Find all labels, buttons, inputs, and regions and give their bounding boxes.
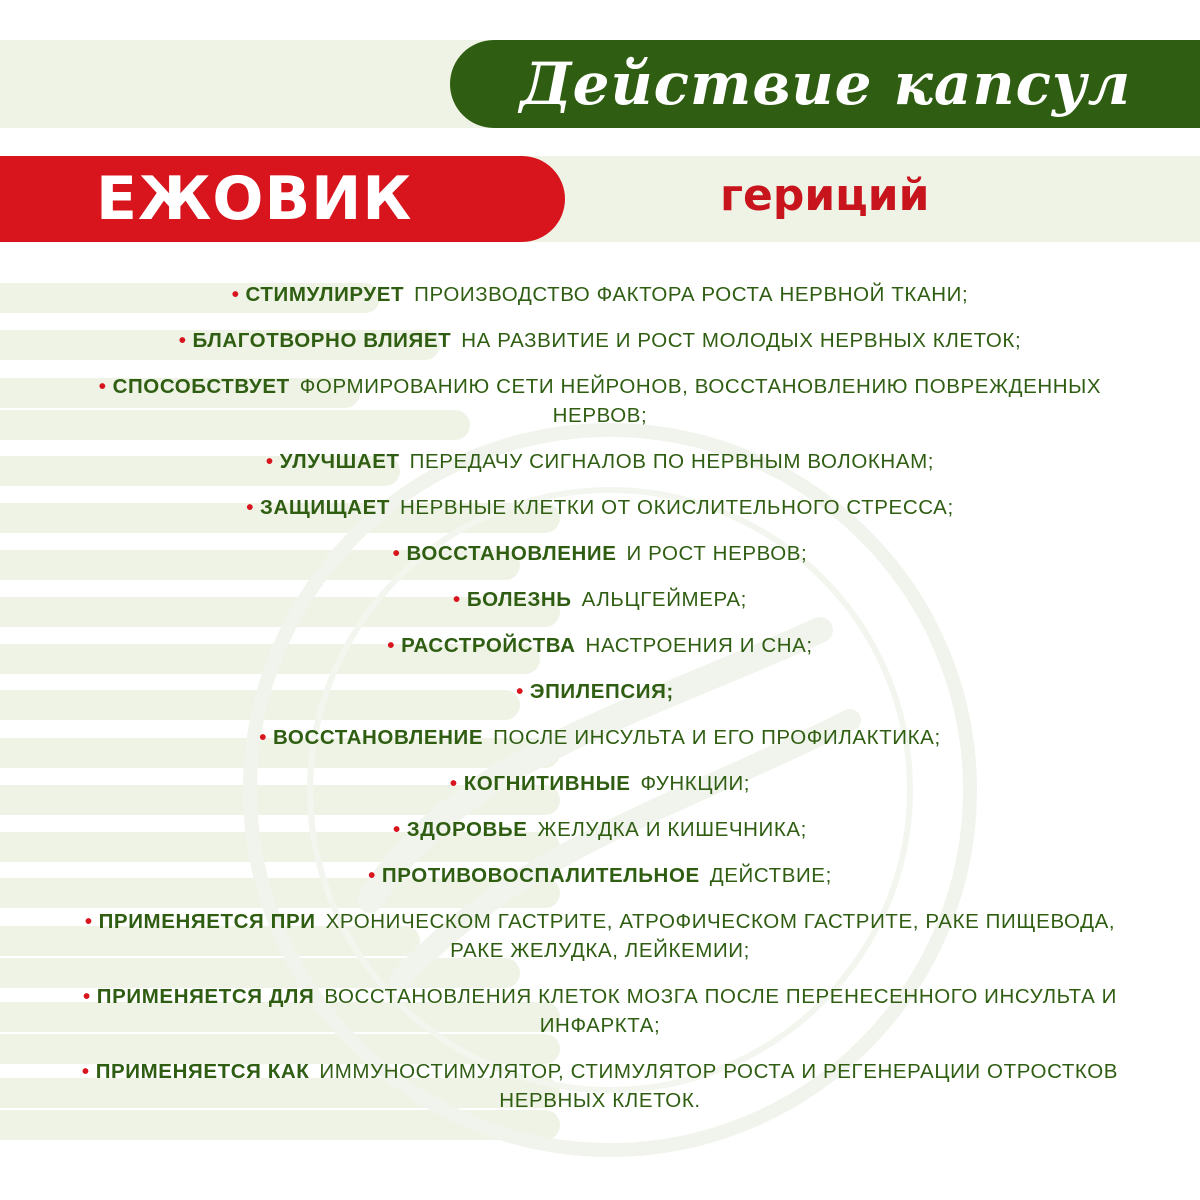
- effect-keyword: ПРИМЕНЯЕТСЯ ДЛЯ: [96, 985, 315, 1008]
- effect-keyword: РАССТРОЙСТВА: [401, 634, 576, 657]
- effect-text: ИММУНОСТИМУЛЯТОР, СТИМУЛЯТОР РОСТА И РЕГЕНЕРАЦИИ ОТРОСТКОВ НЕРВНЫХ КЛЕТОК.: [319, 1060, 1119, 1112]
- effect-keyword: БЛАГОТВОРНО ВЛИЯЕТ: [192, 329, 452, 352]
- effect-text: ПРОИЗВОДСТВО ФАКТОРА РОСТА НЕРВНОЙ ТКАНИ;: [414, 283, 969, 306]
- bullet-icon: •: [231, 283, 240, 306]
- bullet-icon: •: [83, 985, 91, 1008]
- effect-text: ПЕРЕДАЧУ СИГНАЛОВ ПО НЕРВНЫМ ВОЛОКНАМ;: [409, 450, 935, 473]
- effect-item: [0, 372, 1200, 430]
- effect-text: АЛЬЦГЕЙМЕРА;: [581, 588, 747, 611]
- effect-keyword: ВОССТАНОВЛЕНИЕ: [406, 542, 617, 565]
- effect-text: ДЕЙСТВИЕ;: [709, 864, 832, 887]
- effect-text: НЕРВНЫЕ КЛЕТКИ ОТ ОКИСЛИТЕЛЬНОГО СТРЕССА;: [399, 496, 954, 519]
- effect-keyword: ПРОТИВОВОСПАЛИТЕЛЬНОЕ: [381, 864, 700, 887]
- effect-item: [0, 539, 1200, 568]
- effect-keyword: ЭПИЛЕПСИЯ;: [529, 680, 674, 703]
- bullet-icon: •: [368, 864, 376, 887]
- effect-text: ФУНКЦИИ;: [640, 772, 751, 795]
- effect-text: И РОСТ НЕРВОВ;: [626, 542, 808, 565]
- product-subtitle: гериций: [720, 170, 930, 221]
- effect-item: [0, 326, 1200, 355]
- product-name-banner: [0, 156, 565, 242]
- effects-list: [0, 280, 1200, 1132]
- effect-keyword: ПРИМЕНЯЕТСЯ ПРИ: [98, 910, 316, 933]
- bullet-icon: •: [516, 680, 524, 703]
- product-name: ЕЖОВИК: [96, 164, 413, 234]
- effect-text: НА РАЗВИТИЕ И РОСТ МОЛОДЫХ НЕРВНЫХ КЛЕТОК;: [461, 329, 1022, 352]
- effect-keyword: КОГНИТИВНЫЕ: [463, 772, 631, 795]
- bullet-icon: •: [393, 818, 401, 841]
- effect-item: [0, 861, 1200, 890]
- effect-text: ХРОНИЧЕСКОМ ГАСТРИТЕ, АТРОФИЧЕСКОМ ГАСТРИТЕ, РАКЕ ПИЩЕВОДА, РАКЕ ЖЕЛУДКА, ЛЕЙКЕМИИ;: [325, 910, 1116, 962]
- effect-item: [0, 815, 1200, 844]
- effect-item: [0, 769, 1200, 798]
- effect-item: [0, 585, 1200, 614]
- effect-keyword: ЗДОРОВЬЕ: [406, 818, 528, 841]
- bullet-icon: •: [81, 1060, 90, 1083]
- effect-item: [0, 982, 1200, 1040]
- effect-keyword: ВОССТАНОВЛЕНИЕ: [273, 726, 484, 749]
- effect-item: [0, 677, 1200, 706]
- effect-item: [0, 280, 1200, 309]
- bullet-icon: •: [259, 726, 268, 749]
- bullet-icon: •: [453, 588, 461, 611]
- effect-item: [0, 631, 1200, 660]
- bullet-icon: •: [392, 542, 401, 565]
- bullet-icon: •: [387, 634, 396, 657]
- bullet-icon: •: [84, 910, 93, 933]
- effect-text: ЖЕЛУДКА И КИШЕЧНИКА;: [537, 818, 807, 841]
- effect-text: НАСТРОЕНИЯ И СНА;: [585, 634, 813, 657]
- effect-keyword: БОЛЕЗНЬ: [466, 588, 572, 611]
- bullet-icon: •: [265, 450, 274, 473]
- effect-item: [0, 1057, 1200, 1115]
- bullet-icon: •: [449, 772, 458, 795]
- effect-item: [0, 447, 1200, 476]
- bullet-icon: •: [98, 375, 107, 398]
- effect-keyword: ПРИМЕНЯЕТСЯ КАК: [95, 1060, 310, 1083]
- effect-keyword: СТИМУЛИРУЕТ: [245, 283, 405, 306]
- bullet-icon: •: [246, 496, 255, 519]
- effect-item: [0, 723, 1200, 752]
- effect-text: ПОСЛЕ ИНСУЛЬТА И ЕГО ПРОФИЛАКТИКА;: [493, 726, 941, 749]
- effect-text: ВОССТАНОВЛЕНИЯ КЛЕТОК МОЗГА ПОСЛЕ ПЕРЕНЕСЕННОГО ИНСУЛЬТА И ИНФАРКТА;: [324, 985, 1117, 1037]
- title-banner: [450, 40, 1200, 128]
- effect-item: [0, 493, 1200, 522]
- effect-item: [0, 907, 1200, 965]
- bullet-icon: •: [178, 329, 187, 352]
- effect-keyword: ЗАЩИЩАЕТ: [260, 496, 390, 519]
- effect-keyword: УЛУЧШАЕТ: [279, 450, 400, 473]
- effect-text: ФОРМИРОВАНИЮ СЕТИ НЕЙРОНОВ, ВОССТАНОВЛЕНИЮ ПОВРЕЖДЕННЫХ НЕРВОВ;: [299, 375, 1102, 427]
- effect-keyword: СПОСОБСТВУЕТ: [112, 375, 290, 398]
- page-title: Действие капсул: [520, 50, 1132, 118]
